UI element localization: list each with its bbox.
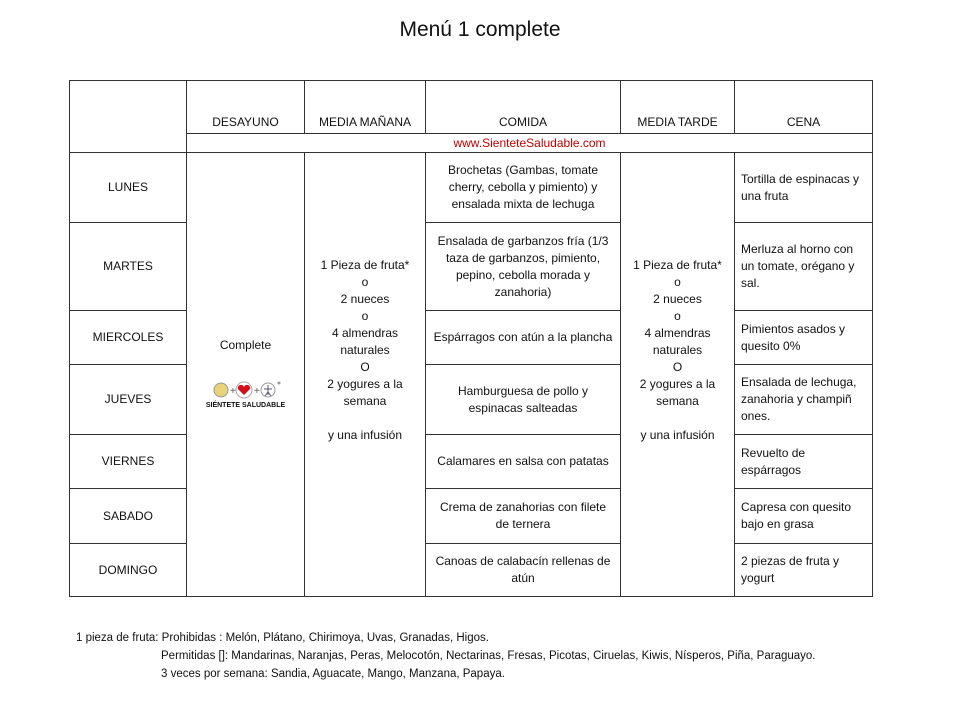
comida-cell: Crema de zanahorias con filete de ternera (425, 488, 621, 544)
cena-cell: Tortilla de espinacas y una fruta (734, 152, 873, 223)
comida-cell: Ensalada de garbanzos fría (1/3 taza de garbanzos, pimiento, pepino, cebolla morada y zanahoria) (425, 222, 621, 311)
comida-cell: Espárragos con atún a la plancha (425, 310, 621, 365)
corner-cell (69, 80, 187, 153)
media-tarde-cell (620, 152, 735, 597)
desayuno-cell (186, 152, 305, 597)
footer-line-2: Permitidas []: Mandarinas, Naranjas, Peras, Melocotón, Nectarinas, Fresas, Picotas, Ciruelas, Kiwis, Nísperos, Piña, Paraguayo. (161, 650, 816, 662)
snack-line: 1 Pieza de fruta* (633, 258, 722, 272)
day-miercoles: MIERCOLES (69, 310, 187, 365)
header-0: DESAYUNO (186, 80, 305, 134)
snack-line: 4 almendras naturales (644, 326, 711, 357)
page-title: Menú 1 complete (399, 18, 561, 41)
snack-line: o (361, 275, 369, 289)
snack-line: 2 nueces (340, 292, 390, 306)
media-manana-cell (304, 152, 426, 597)
header-2: COMIDA (425, 80, 621, 134)
cena-cell: Merluza al horno con un tomate, orégano y sal. (734, 222, 873, 311)
snack-line: 4 almendras naturales (331, 326, 399, 357)
snack-line: 2 yogures a la semana (639, 377, 716, 408)
comida-cell: Canoas de calabacín rellenas de atún (425, 543, 621, 597)
cena-cell: Revuelto de espárragos (734, 434, 873, 489)
cena-cell: Ensalada de lechuga, zanahoria y champiñ ones. (734, 364, 873, 435)
svg-text:+: + (229, 386, 236, 397)
snack-line: y una infusión (327, 428, 403, 442)
svg-text:+: + (253, 386, 260, 397)
cena-cell: Capresa con quesito bajo en grasa (734, 488, 873, 544)
snack-line: 2 nueces (653, 292, 702, 306)
siente-saludable-logo: + + SIÉNTETE SALUDABLE (206, 380, 285, 412)
comida-cell: Brochetas (Gambas, tomate cherry, cebolla y pimiento) y ensalada mixta de lechuga (425, 152, 621, 223)
header-4: CENA (734, 80, 873, 134)
footer-line-3: 3 veces por semana: Sandia, Aguacate, Mango, Manzana, Papaya. (161, 668, 505, 680)
snack-line: O (360, 360, 370, 374)
day-viernes: VIERNES (69, 434, 187, 489)
snack-line: O (672, 360, 683, 374)
footer-line-1: 1 pieza de fruta: Prohibidas : Melón, Plátano, Chirimoya, Uvas, Granadas, Higos. (76, 632, 489, 644)
snack-line: 2 yogures a la semana (327, 377, 403, 408)
day-domingo: DOMINGO (69, 543, 187, 597)
header-1: MEDIA MAÑANA (304, 80, 426, 134)
header-3: MEDIA TARDE (620, 80, 735, 134)
desayuno-text: Complete (219, 338, 272, 352)
comida-cell: Hamburguesa de pollo y espinacas salteadas (425, 364, 621, 435)
day-lunes: LUNES (69, 152, 187, 223)
day-sabado: SABADO (69, 488, 187, 544)
cena-cell: Pimientos asados y quesito 0% (734, 310, 873, 365)
cena-cell: 2 piezas de fruta y yogurt (734, 543, 873, 597)
day-martes: MARTES (69, 222, 187, 311)
snack-line: 1 Pieza de fruta* (320, 258, 410, 272)
url-cell: www.SienteteSaludable.com (186, 133, 873, 153)
snack-line: o (674, 275, 681, 289)
snack-line: o (674, 309, 681, 323)
snack-line: y una infusión (640, 428, 715, 442)
snack-line: o (361, 309, 369, 323)
comida-cell: Calamares en salsa con patatas (425, 434, 621, 489)
day-jueves: JUEVES (69, 364, 187, 435)
